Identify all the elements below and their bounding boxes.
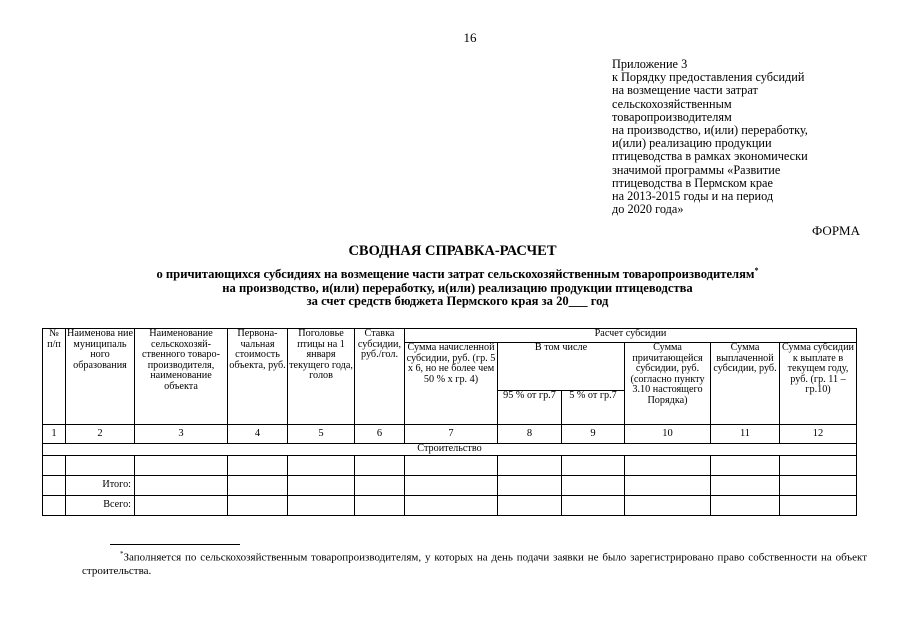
column-number: 4	[228, 425, 288, 444]
column-number: 8	[498, 425, 562, 444]
header-calc-group: Расчет субсидии	[405, 329, 857, 343]
column-number: 3	[135, 425, 228, 444]
footnote	[82, 548, 867, 579]
form-label: ФОРМА	[812, 223, 860, 238]
footnote-mark: *	[120, 550, 124, 558]
document-subtitle	[20, 264, 895, 308]
header-accrued: Сумма начисленной субсидии, руб. (гр. 5 х 6, но не более чем 50 % х гр. 4)	[405, 343, 498, 425]
column-number: 6	[355, 425, 405, 444]
section-construction: Строительство	[43, 444, 857, 456]
subtitle-line-2: на производство, и(или) переработку, и(или) реализацию продукции птицеводства	[222, 280, 693, 295]
header-initial-cost: Первона- чальная стоимость объекта, руб.	[228, 329, 288, 425]
page-number: 16	[463, 30, 477, 45]
footnote-text: Заполняется по сельскохозяйственным товаропроизводителям, у которых на день подачи заявки не было зарегистрировано право собственности на объект строительства.	[82, 551, 867, 578]
column-number: 2	[66, 425, 135, 444]
appendix-line: птицеводства в Пермском крае	[612, 175, 773, 190]
grand-total-row	[43, 495, 857, 515]
appendix-line: Приложение 3	[612, 57, 688, 71]
appendix-line: товаропроизводителям	[612, 109, 732, 124]
footnote-separator	[110, 544, 240, 545]
appendix-line: на производство, и(или) переработку,	[612, 123, 808, 138]
header-paid: Сумма выплаченной субсидии, руб.	[711, 343, 780, 425]
appendix-block	[612, 58, 882, 216]
column-number: 5	[288, 425, 355, 444]
footnote-mark: *	[754, 266, 759, 275]
column-number: 10	[625, 425, 711, 444]
header-to-pay: Сумма субсидии к выплате в текущем году, руб. (гр. 11 – гр.10)	[780, 343, 857, 425]
header-rate: Ставка субсидии, руб./гол.	[355, 329, 405, 425]
appendix-line: и(или) реализацию продукции	[612, 136, 772, 151]
header-95-pct: 95 % от гр.7	[498, 391, 562, 425]
header-num: № п/п	[43, 329, 66, 425]
appendix-line: птицеводства в рамках экономически	[612, 149, 808, 164]
subtitle-line-3: за счет средств бюджета Пермского края за 20___ год	[306, 294, 609, 308]
subsidy-table	[42, 328, 857, 516]
header-due: Сумма причитающейся субсидии, руб. (согласно пункту 3.10 настоящего Порядка)	[625, 343, 711, 425]
column-number: 1	[43, 425, 66, 444]
appendix-line: до 2020 года»	[612, 202, 684, 217]
document-title: СВОДНАЯ СПРАВКА-РАСЧЕТ	[348, 243, 557, 259]
header-poultry: Поголовье птицы на 1 января текущего года, голов	[288, 329, 355, 425]
appendix-line: на возмещение части затрат	[612, 83, 758, 98]
column-number: 12	[780, 425, 857, 444]
column-number: 11	[711, 425, 780, 444]
appendix-line: значимой программы «Развитие	[612, 162, 781, 177]
total-label: Итого:	[66, 475, 135, 495]
header-producer: Наименование сельскохозяй- ственного товаро- производителя, наименование объекта	[135, 329, 228, 425]
appendix-line: сельскохозяйственным	[612, 96, 732, 111]
appendix-line: на 2013-2015 годы и на период	[612, 189, 774, 204]
column-number: 7	[405, 425, 498, 444]
header-5-pct: 5 % от гр.7	[562, 391, 625, 425]
column-number: 9	[562, 425, 625, 444]
header-including: В том числе	[498, 343, 625, 391]
appendix-line: к Порядку предоставления субсидий	[612, 70, 805, 85]
table-row	[43, 455, 857, 475]
total-row	[43, 475, 857, 495]
grand-total-label: Всего:	[66, 495, 135, 515]
header-municipality: Наименова ние муниципаль ного образования	[66, 329, 135, 425]
subtitle-line-1: о причитающихся субсидиях на возмещение части затрат сельскохозяйственным товаропроизводителям	[156, 267, 755, 282]
